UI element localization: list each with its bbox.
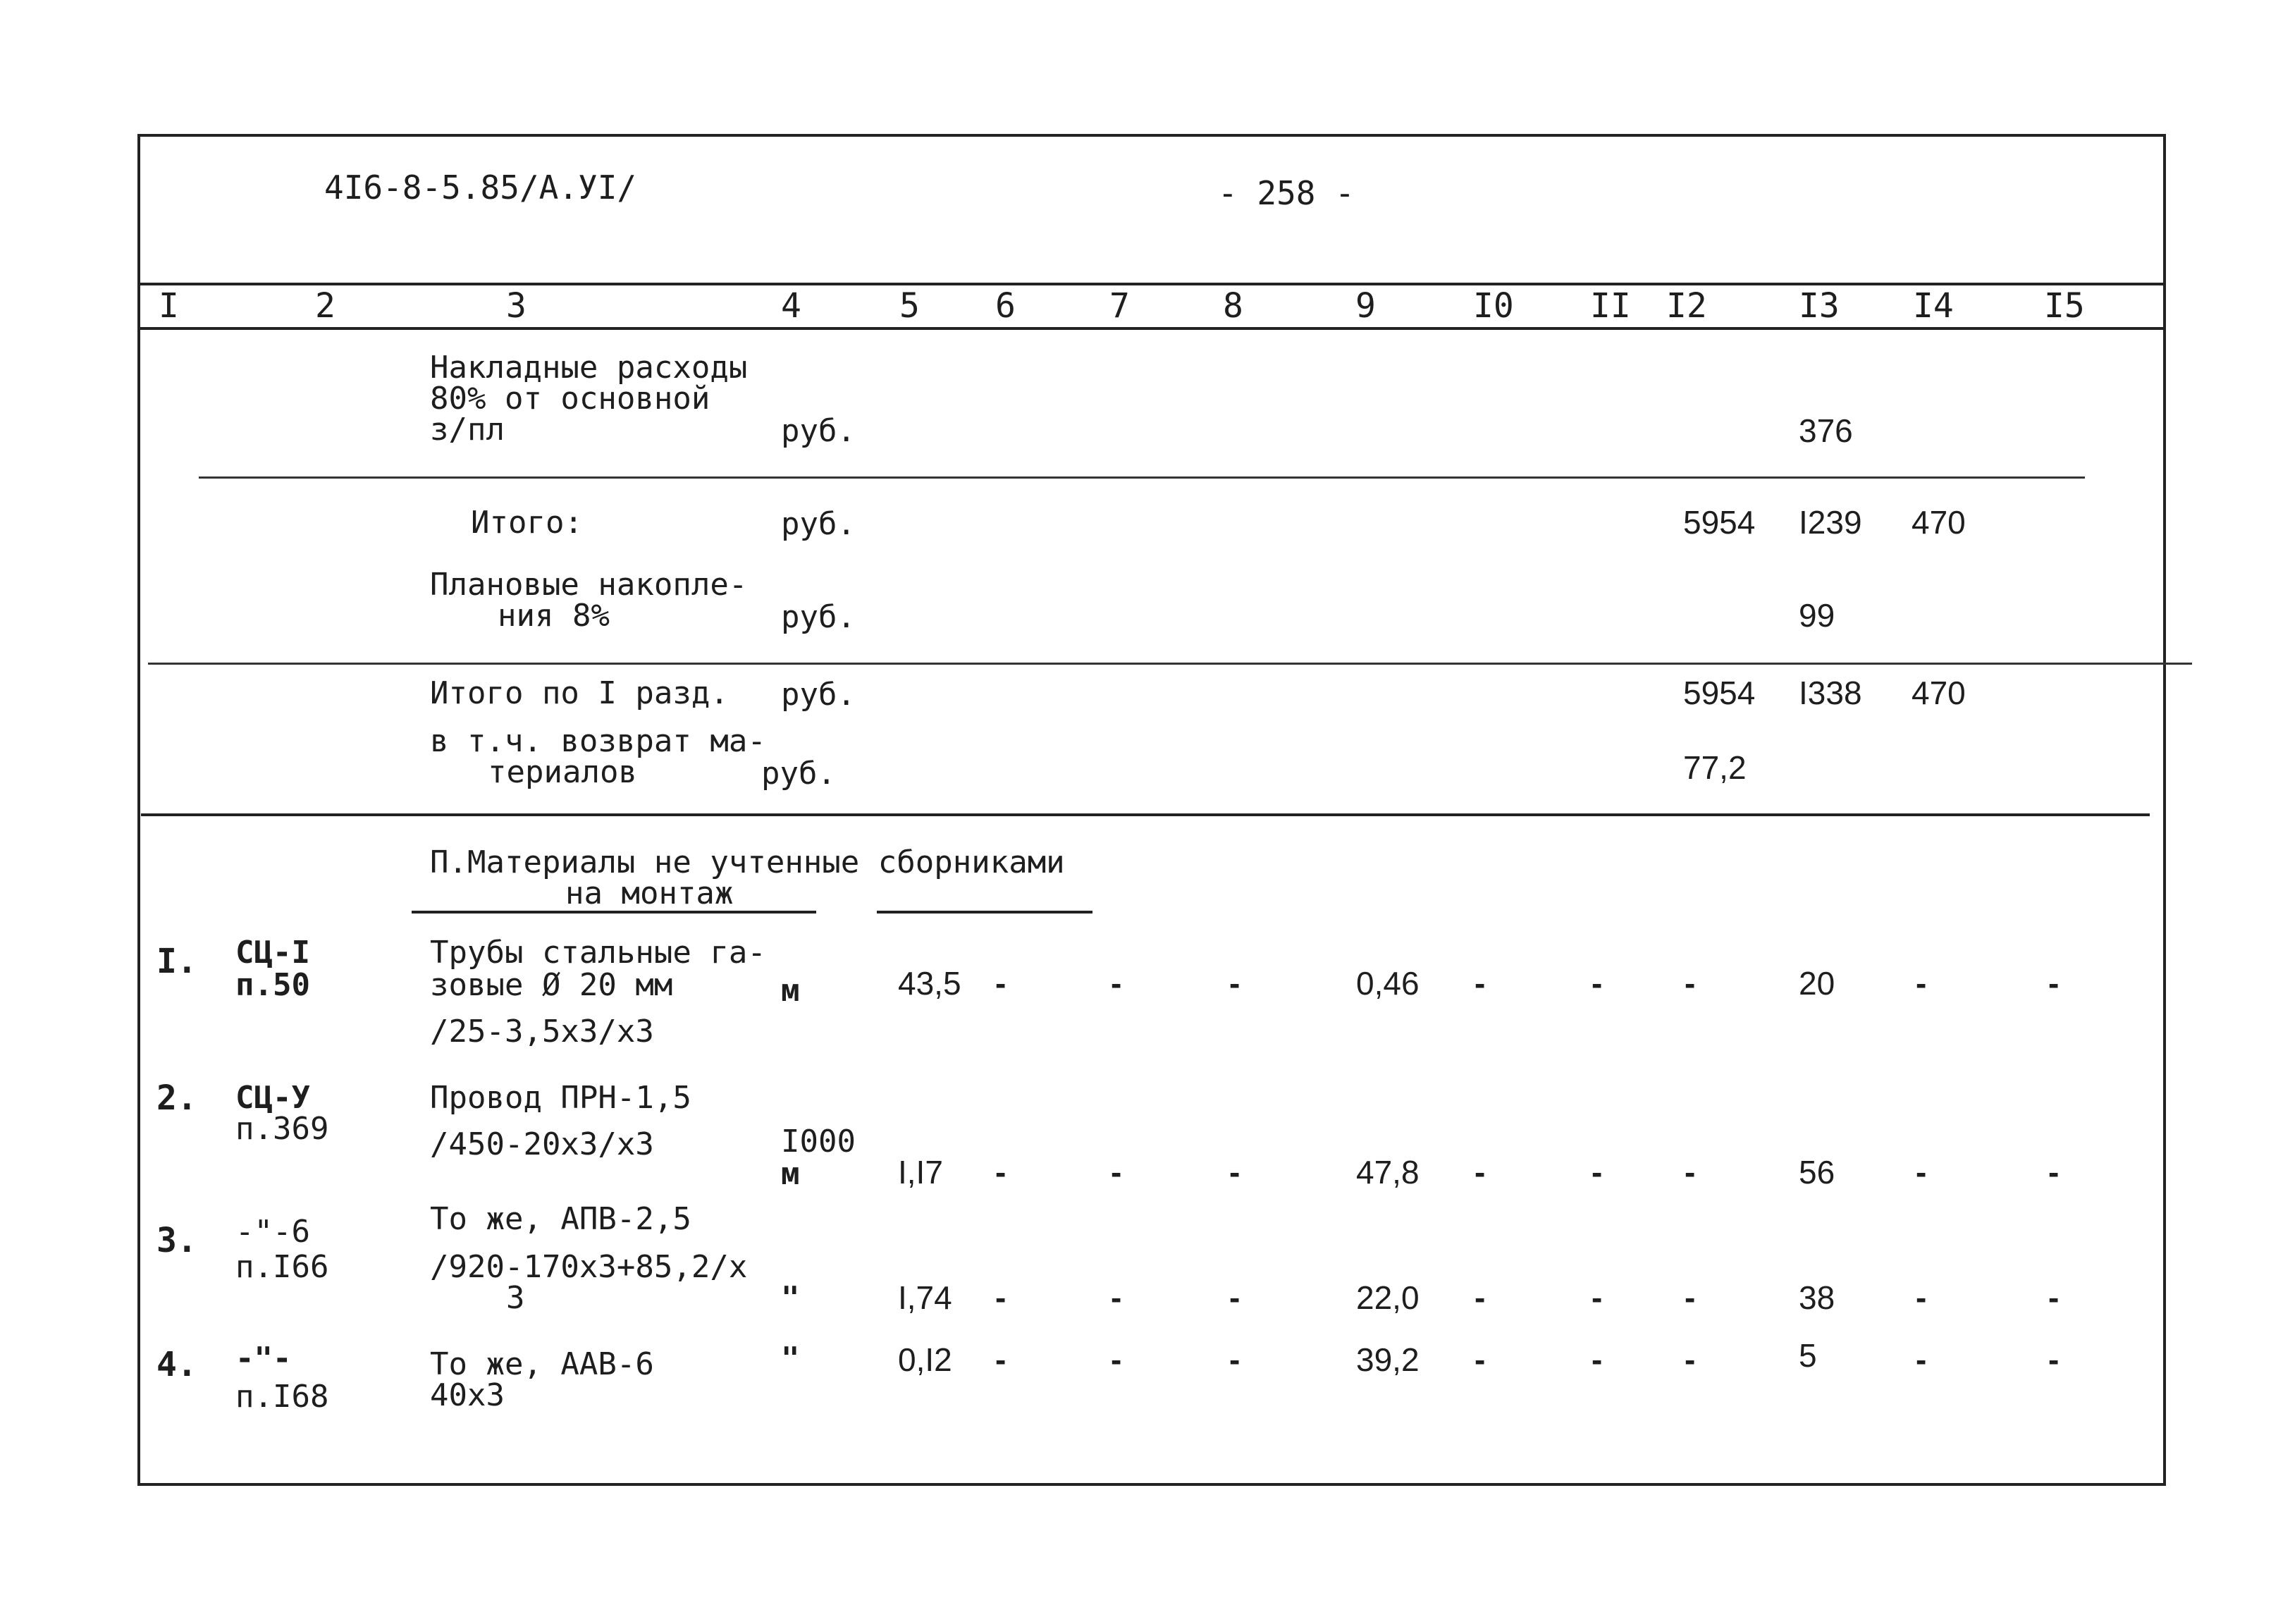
header-top-rule [137, 283, 2166, 285]
row4-col6: - [995, 1341, 1007, 1378]
row4-col9: 39,2 [1356, 1341, 1420, 1378]
returns-name-line2: териалов [488, 754, 637, 790]
row4-name-line1: То же, ААВ-6 [430, 1346, 654, 1382]
total-name: Итого: [471, 505, 583, 541]
overhead-name-line3: з/пл [430, 412, 505, 448]
row1-ref-line2: п.50 [235, 967, 310, 1003]
section2-underline-left [412, 911, 816, 914]
row2-col5: I,I7 [898, 1154, 943, 1191]
row1-name-line2: зовые Ø 20 мм [430, 967, 673, 1003]
col-header-11: II [1590, 286, 1631, 326]
header-bottom-rule [137, 327, 2166, 330]
section-total-col14: 470 [1912, 675, 1966, 711]
overhead-name-line1: Накладные расходы [430, 350, 748, 386]
document-code: 4I6-8-5.85/A.УI/ [324, 168, 637, 207]
section2-underline-right [877, 911, 1092, 914]
row2-col7: - [1111, 1154, 1122, 1191]
row2-name-line2: /450-20х3/х3 [430, 1126, 654, 1162]
row3-name-line2: /920-170х3+85,2/х [430, 1249, 748, 1285]
row4-name-line2: 40х3 [430, 1377, 505, 1413]
col-header-14: I4 [1913, 286, 1954, 326]
row2-col8: - [1229, 1154, 1241, 1191]
total-col12: 5954 [1683, 504, 1756, 541]
col-header-1: I [159, 286, 179, 326]
row4-col15: - [2048, 1341, 2060, 1378]
row3-ref-line2: п.I66 [235, 1249, 329, 1285]
row3-ref-line1: -"-6 [235, 1214, 310, 1250]
row2-no: 2. [156, 1078, 197, 1118]
overhead-unit: руб. [781, 413, 856, 449]
row2-unit-line2: м [781, 1156, 800, 1192]
col-header-13: I3 [1799, 286, 1840, 326]
row2-ref-line2: п.369 [235, 1111, 329, 1147]
row2-ref-line1: СЦ-У [235, 1080, 310, 1116]
overhead-name-line2: 80% от основной [430, 381, 710, 417]
row3-col11: - [1592, 1279, 1603, 1316]
row3-col7: - [1111, 1279, 1122, 1316]
overhead-col13: 376 [1799, 412, 1853, 449]
planned-name-line2: ния 8% [498, 598, 610, 634]
returns-name-line1: в т.ч. возврат ма- [430, 723, 766, 759]
row3-no: 3. [156, 1221, 197, 1260]
row4-col10: - [1475, 1341, 1486, 1378]
row4-col5: 0,I2 [898, 1341, 952, 1378]
row1-name-line1: Трубы стальные га- [430, 935, 766, 971]
row4-col8: - [1229, 1341, 1241, 1378]
total-col14: 470 [1912, 504, 1966, 541]
total-col13: I239 [1799, 504, 1862, 541]
row3-unit: " [781, 1280, 800, 1316]
row1-col14: - [1916, 965, 1927, 1002]
row4-col7: - [1111, 1341, 1122, 1378]
row2-name-line1: Провод ПРН-1,5 [430, 1080, 691, 1116]
row1-no: I. [156, 942, 197, 981]
col-header-8: 8 [1223, 286, 1243, 326]
planned-col13: 99 [1799, 597, 1835, 634]
row1-col13: 20 [1799, 965, 1835, 1002]
section-total-col13: I338 [1799, 675, 1862, 711]
col-header-7: 7 [1109, 286, 1130, 326]
row2-unit-line1: I000 [781, 1124, 856, 1159]
rule-section-end [141, 813, 2150, 816]
col-header-9: 9 [1355, 286, 1376, 326]
row4-col13: 5 [1799, 1337, 1817, 1374]
row2-col14: - [1916, 1154, 1927, 1191]
row4-ref-line1: -"- [235, 1341, 292, 1377]
row1-col7: - [1111, 965, 1122, 1002]
row1-col10: - [1475, 965, 1486, 1002]
col-header-5: 5 [899, 286, 920, 326]
row3-col8: - [1229, 1279, 1241, 1316]
row1-col11: - [1592, 965, 1603, 1002]
col-header-15: I5 [2044, 286, 2085, 326]
row1-ref-line1: СЦ-I [235, 935, 310, 971]
row4-col12: - [1685, 1341, 1696, 1378]
section-total-unit: руб. [781, 677, 856, 713]
row2-col15: - [2048, 1154, 2060, 1191]
row3-col13: 38 [1799, 1279, 1835, 1316]
row4-ref-line2: п.I68 [235, 1379, 329, 1415]
row4-col11: - [1592, 1341, 1603, 1378]
page-number: - 258 - [1218, 174, 1355, 212]
row1-unit: м [781, 973, 800, 1009]
row1-col15: - [2048, 965, 2060, 1002]
rule-after-overhead [199, 476, 2085, 479]
row1-col6: - [995, 965, 1007, 1002]
row1-col12: - [1685, 965, 1696, 1002]
row2-col13: 56 [1799, 1154, 1835, 1191]
row2-col6: - [995, 1154, 1007, 1191]
planned-name-line1: Плановые накопле- [430, 567, 748, 603]
col-header-10: I0 [1473, 286, 1514, 326]
row1-col9: 0,46 [1356, 965, 1420, 1002]
row3-col9: 22,0 [1356, 1279, 1420, 1316]
planned-unit: руб. [781, 599, 856, 635]
section2-title-line1: П.Материалы не учтенные сборниками [430, 844, 1065, 880]
row1-name-line3: /25-3,5х3/х3 [430, 1014, 654, 1050]
returns-unit: руб. [761, 756, 836, 792]
row3-col12: - [1685, 1279, 1696, 1316]
row4-col14: - [1916, 1341, 1927, 1378]
row1-col5: 43,5 [898, 965, 961, 1002]
row2-col12: - [1685, 1154, 1696, 1191]
col-header-4: 4 [781, 286, 801, 326]
row4-no: 4. [156, 1345, 197, 1384]
row1-col8: - [1229, 965, 1241, 1002]
row3-col14: - [1916, 1279, 1927, 1316]
col-header-2: 2 [315, 286, 336, 326]
col-header-6: 6 [995, 286, 1016, 326]
col-header-12: I2 [1666, 286, 1707, 326]
total-unit: руб. [781, 506, 856, 542]
row2-col10: - [1475, 1154, 1486, 1191]
row2-col9: 47,8 [1356, 1154, 1420, 1191]
section2-title-line2: на монтаж [565, 875, 734, 911]
col-header-3: 3 [506, 286, 527, 326]
row3-col6: - [995, 1279, 1007, 1316]
row4-unit: " [781, 1341, 800, 1377]
returns-col12: 77,2 [1683, 749, 1747, 786]
row3-col5: I,74 [898, 1279, 952, 1316]
row3-col15: - [2048, 1279, 2060, 1316]
section-total-name: Итого по I разд. [430, 675, 729, 711]
row3-name-line3: 3 [506, 1280, 525, 1316]
row2-col11: - [1592, 1154, 1603, 1191]
row3-col10: - [1475, 1279, 1486, 1316]
section-total-col12: 5954 [1683, 675, 1756, 711]
rule-after-planned [148, 663, 2192, 665]
row3-name-line1: То же, АПВ-2,5 [430, 1201, 691, 1237]
